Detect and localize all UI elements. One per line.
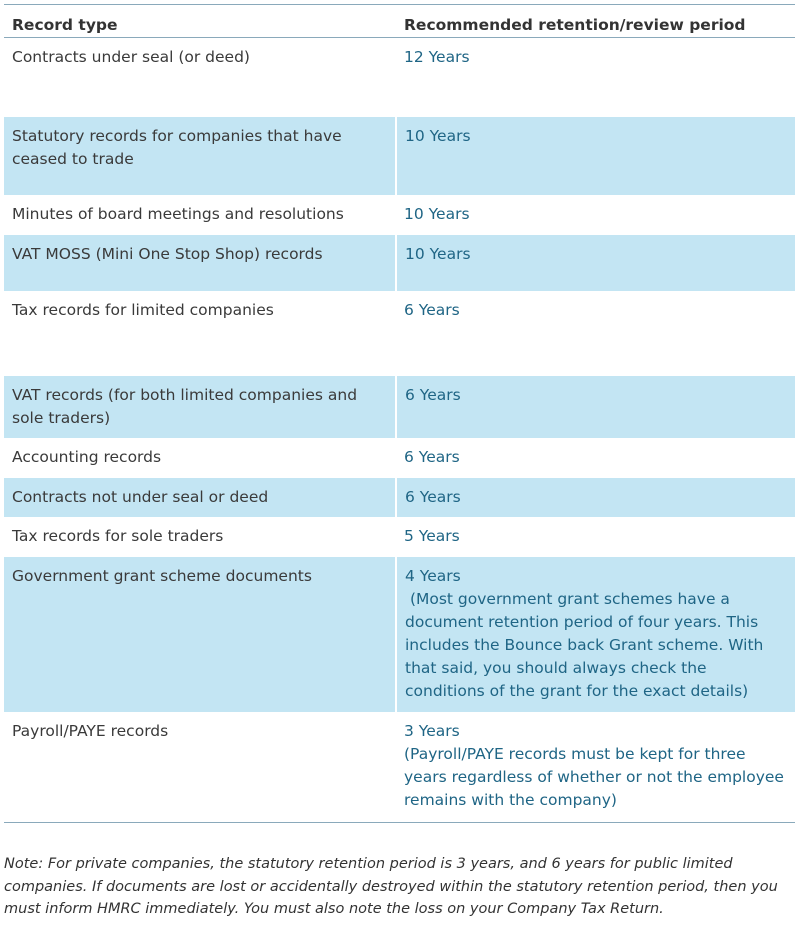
table-row: [4, 557, 795, 712]
header-record-type: Record type: [4, 5, 396, 38]
header-retention-period: Recommended retention/review period: [396, 5, 795, 38]
table-row: [4, 117, 795, 195]
period-value: 3 Years: [404, 721, 460, 740]
retention-period-cell: [396, 478, 795, 517]
table-row: [4, 712, 795, 823]
retention-period-cell: [396, 38, 795, 117]
table-row: [4, 376, 795, 438]
period-value: 10 Years: [405, 244, 471, 263]
record-type-cell: Payroll/PAYE records: [4, 712, 396, 823]
table-row: [4, 291, 795, 376]
period-value: 6 Years: [404, 447, 460, 466]
table-row: [4, 235, 795, 291]
retention-period-cell: [396, 557, 795, 712]
retention-period-cell: [396, 517, 795, 557]
retention-period-cell: [396, 712, 795, 823]
table-row: [4, 517, 795, 557]
retention-period-cell: [396, 117, 795, 195]
record-type-cell: Tax records for limited companies: [12, 300, 274, 319]
period-note: (Most government grant schemes have a document retention period of four years. This includes the Bounce back Grant scheme. With that said, you should always check the conditions of the grant for the exact details): [405, 589, 769, 700]
record-type-cell: Contracts under seal (or deed): [12, 48, 250, 66]
record-type-cell: Government grant scheme documents: [4, 557, 396, 712]
table-row: [4, 38, 795, 117]
period-value: 10 Years: [404, 204, 470, 223]
retention-period-cell: [396, 438, 795, 478]
retention-period-cell: [396, 291, 795, 376]
retention-period-cell: [396, 195, 795, 235]
record-type-cell: Statutory records for companies that have ceased to trade: [4, 117, 396, 195]
record-type-cell: VAT MOSS (Mini One Stop Shop) records: [4, 235, 396, 291]
retention-table: [4, 4, 795, 823]
period-value: 6 Years: [405, 487, 461, 506]
table-row: [4, 195, 795, 235]
table-row: [4, 438, 795, 478]
retention-period-cell: [396, 376, 795, 438]
period-note: (Payroll/PAYE records must be kept for three years regardless of whether or not the employee remains with the company): [404, 744, 784, 809]
record-type-cell: VAT records (for both limited companies and sole traders): [4, 376, 396, 438]
record-type-cell: Contracts not under seal or deed: [4, 478, 396, 517]
record-type-cell: Accounting records: [12, 447, 162, 466]
period-value: 4 Years: [405, 566, 461, 585]
period-value: 12 Years: [404, 48, 470, 66]
period-value: 10 Years: [405, 126, 471, 145]
period-value: 5 Years: [404, 526, 460, 545]
table-header-row: [4, 5, 795, 38]
period-value: 6 Years: [405, 385, 461, 404]
record-type-cell: Minutes of board meetings and resolutions: [12, 204, 344, 223]
period-value: 6 Years: [404, 300, 460, 319]
footnote: Note: For private companies, the statutory retention period is 3 years, and 6 years for public limited companies. If documents are lost or accidentally destroyed within the statutory retention period, then you must inform HMRC immediately. You must also note the loss on your Company Tax Return.: [4, 856, 778, 917]
record-type-cell: Tax records for sole traders: [12, 526, 224, 545]
retention-period-cell: [396, 235, 795, 291]
table-row: [4, 478, 795, 517]
